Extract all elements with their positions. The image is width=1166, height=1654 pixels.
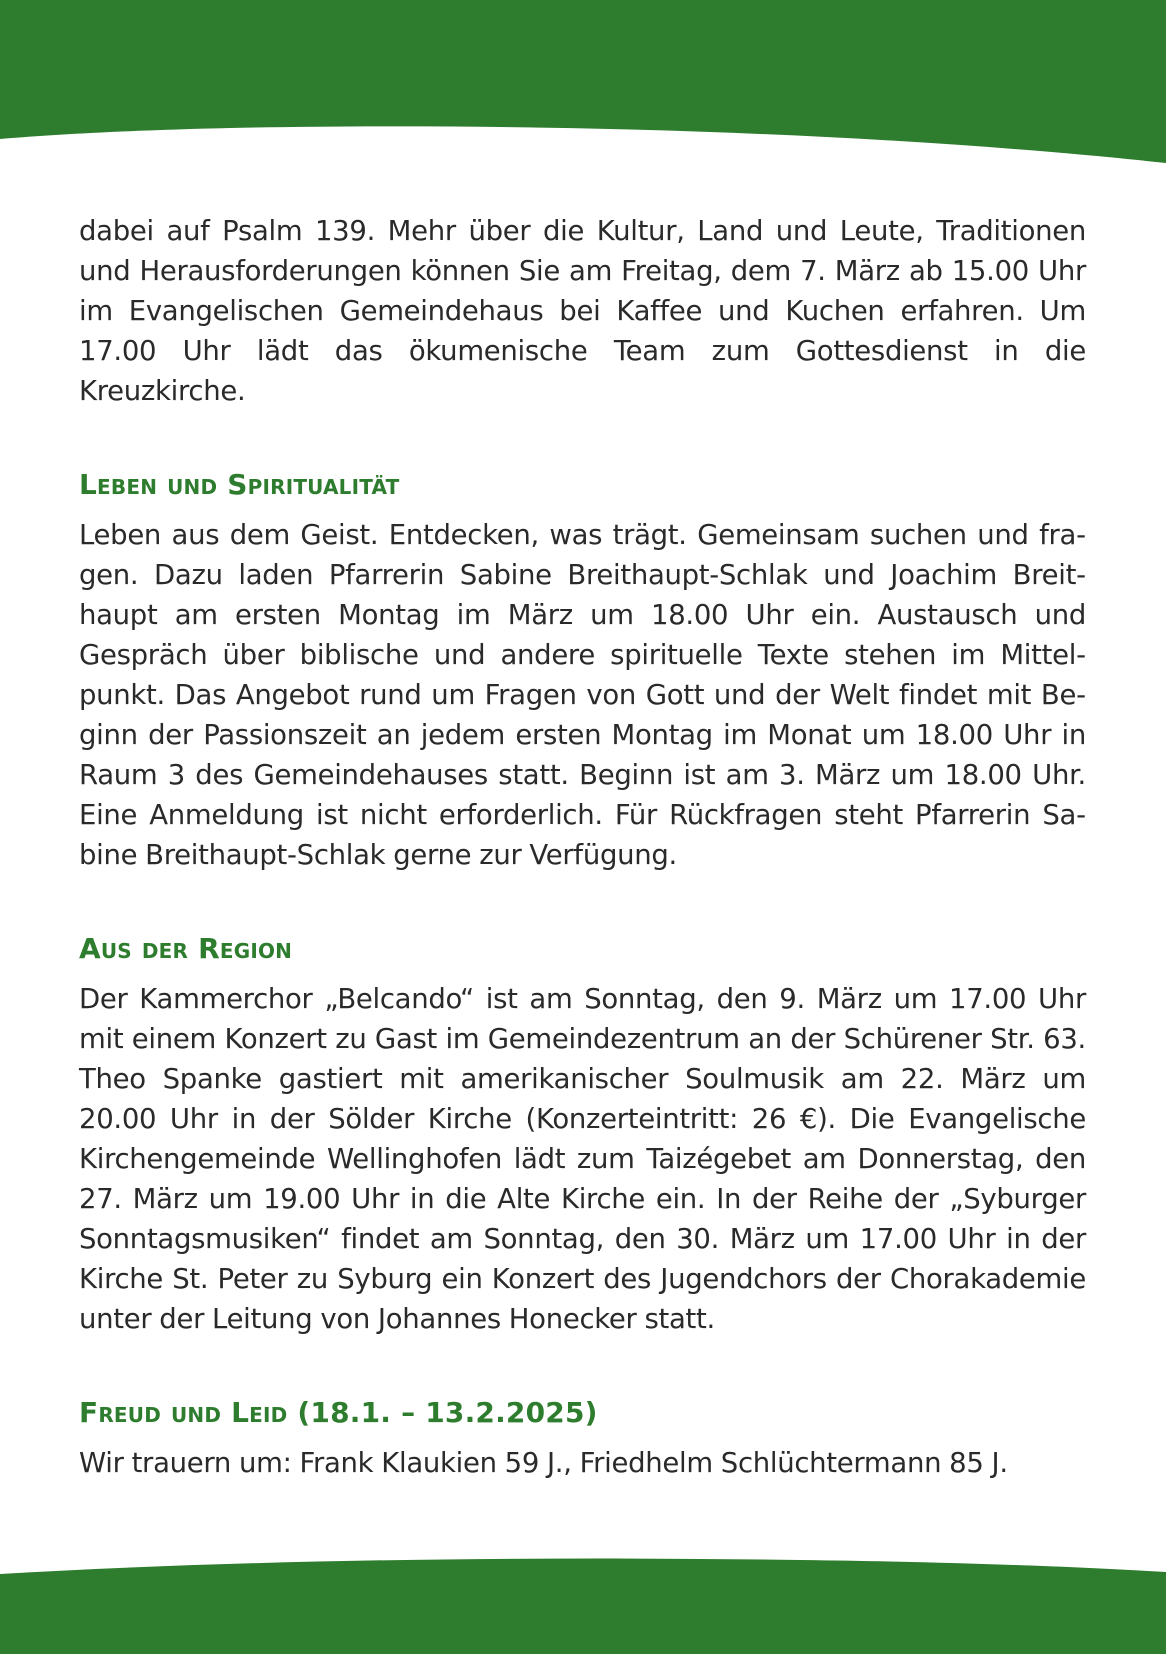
section-heading-freud-und-leid: Freud und Leid (18.1. – 13.2.2025) [79,1396,598,1429]
section-paragraph-spiritualitaet: Leben aus dem Geist. Entdecken, was trägt. Gemeinsam suchen und fragen. Dazu laden Pfarrerin Sabine Breithaupt-Schlak und Joachim Breithaupt am ersten Montag im März um 18.00 Uhr ein. Austausch und Gespräch über biblische und andere spirituelle Texte stehen im Mittelpunkt. Das Angebot rund um Fragen von Gott und der Welt findet mit Beginn der Passionszeit an jedem ersten Montag im Monat um 18.00 Uhr in Raum 3 des Gemeindehauses statt. Beginn ist am 3. März um 18.00 Uhr. Eine Anmeldung ist nicht erforderlich. Für Rückfragen steht Pfarrerin Sabine Breithaupt-Schlak gerne zur Verfügung. [79,519,1086,871]
bottom-green-band [0,1534,1166,1654]
section-heading-spiritualitaet: Leben und Spiritualität [79,468,400,501]
section-heading-region: Aus der Region [79,932,293,965]
top-green-band [0,0,1166,170]
page-content [79,211,1086,1483]
intro-paragraph: dabei auf Psalm 139. Mehr über die Kultur, Land und Leute, Traditionen und Herausforderungen können Sie am Freitag, dem 7. März ab 15.00 Uhr im Evangelischen Gemeindehaus bei Kaffee und Kuchen erfahren. Um 17.00 Uhr lädt das ökumenische Team zum Gottesdienst in die Kreuzkirche. [79,215,1086,407]
section-paragraph-region: Der Kammerchor „Belcando“ ist am Sonntag, den 9. März um 17.00 Uhr mit einem Konzert zu Gast im Gemeindezentrum an der Schürener Str. 63. Theo Spanke gastiert mit amerikanischer Soulmusik am 22. März um 20.00 Uhr in der Sölder Kirche (Konzerteintritt: 26 €). Die Evangelische Kirchengemeinde Wellinghofen lädt zum Taizégebet am Donnerstag, den 27. März um 19.00 Uhr in die Alte Kirche ein. In der Reihe der „Syburger Sonntagsmusiken“ findet am Sonntag, den 30. März um 17.00 Uhr in der Kirche St. Peter zu Syburg ein Konzert des Jugendchors der Chorakademie unter der Leitung von Johannes Honecker statt. [79,983,1086,1335]
section-paragraph-freud-und-leid: Wir trauern um: Frank Klaukien 59 J., Friedhelm Schlüchtermann 85 J. [79,1447,1008,1479]
